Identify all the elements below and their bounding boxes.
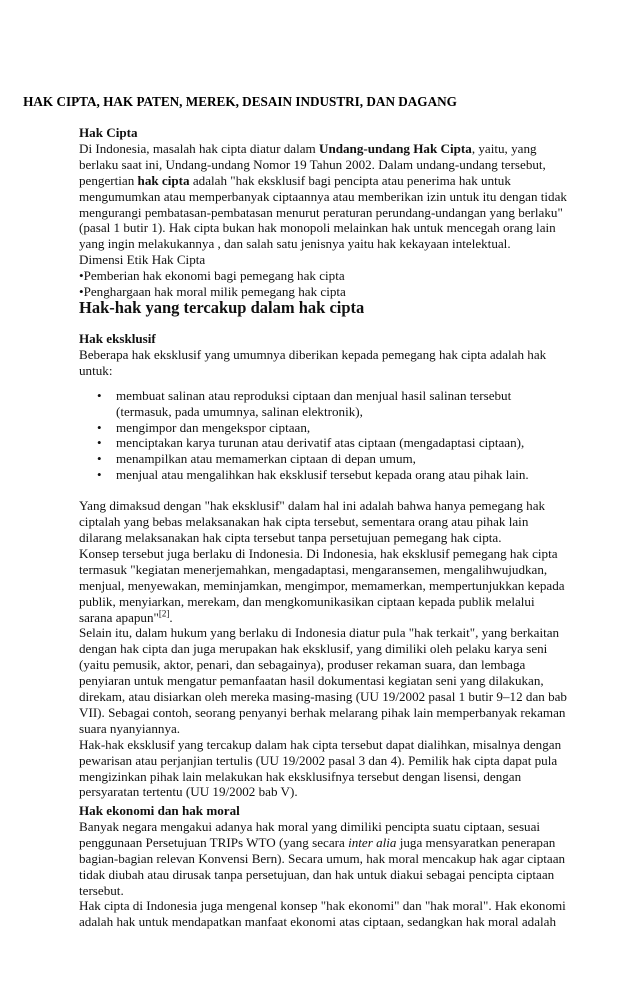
section-hak-cipta bbox=[79, 125, 569, 300]
dimensi-item: •Pemberian hak ekonomi bagi pemegang hak cipta bbox=[79, 268, 345, 284]
exclusive-rights-list bbox=[79, 388, 569, 483]
text-run: juga mensyaratkan penerapan bagian-bagian relevan Konvensi Bern). Secara umum, hak moral mencakup hak agar ciptaan tidak diubah atau dirusak tanpa persetujuan, dan hak untuk diakui sebagai pencipta ciptaan tersebut. bbox=[79, 834, 566, 898]
paragraph-intro: Beberapa hak eksklusif yang umumnya diberikan kepada pemegang hak cipta adalah hak untuk: bbox=[79, 346, 547, 378]
list-item: • mengimpor dan mengekspor ciptaan, bbox=[79, 420, 569, 436]
document-title: HAK CIPTA, HAK PATEN, MEREK, DESAIN INDUSTRI, DAN DAGANG bbox=[23, 94, 457, 109]
paragraph-moral-rights bbox=[79, 819, 569, 899]
paragraph-meaning: Yang dimaksud dengan "hak eksklusif" dalam hal ini adalah bahwa hanya pemegang hak ciptalah yang bebas melaksanakan hak cipta tersebut, sementara orang atau pihak lain dilarang melaksanakan hak cipta tersebut tanpa persetujuan pemegang hak cipta. bbox=[79, 498, 546, 545]
bold-term-uu-hak-cipta: Undang-undang Hak Cipta bbox=[318, 140, 472, 156]
list-item: • membuat salinan atau reproduksi ciptaan dan menjual hasil salinan tersebut (termasuk, pada umumnya, salinan elektronik), bbox=[79, 388, 569, 420]
text-run: Banyak negara mengakui adanya hak moral yang dimiliki pencipta suatu ciptaan, sesuai penggunaan Persetujuan TRIPs WTO (yang secara bbox=[79, 818, 541, 850]
text-run: Di Indonesia, masalah hak cipta diatur dalam bbox=[79, 140, 319, 156]
section-heading-hak-hak: Hak-hak yang tercakup dalam hak cipta bbox=[79, 298, 365, 317]
dimensi-etik-label: Dimensi Etik Hak Cipta bbox=[79, 252, 206, 268]
paragraph-related-rights: Selain itu, dalam hukum yang berlaku di Indonesia diatur pula "hak terkait", yang berkaitan dengan hak cipta dan juga merupakan hak eksklusif, yang dimiliki oleh pelaku karya seni (yaitu pemusik, aktor, penari, dan sebagainya), produser rekaman suara, dan lembaga penyiaran untuk mengatur pemanfaatan hasil dokumentasi kegiatan seni yang dilakukan, direkam, atau disiarkan oleh mereka masing-masing (UU 19/2002 pasal 1 butir 9–12 dan bab VII). Sebagai contoh, seorang penyanyi berhak melarang pihak lain memperbanyak rekaman suara nyanyiannya. bbox=[79, 625, 567, 736]
list-item: • menampilkan atau memamerkan ciptaan di depan umum, bbox=[79, 451, 569, 467]
paragraph-definition bbox=[79, 141, 569, 252]
section-heading-hak-ekonomi-moral: Hak ekonomi dan hak moral bbox=[79, 803, 240, 818]
list-item: • menjual atau mengalihkan hak eksklusif tersebut kepada orang atau pihak lain. bbox=[79, 467, 569, 483]
list-item: • menciptakan karya turunan atau derivatif atas ciptaan (mengadaptasi ciptaan), bbox=[79, 435, 569, 451]
paragraph-transfer: Hak-hak eksklusif yang tercakup dalam hak cipta tersebut dapat dialihkan, misalnya dengan pewarisan atau perjanjian tertulis (UU 19/2002 pasal 3 dan 4). Pemilik hak cipta dapat pula mengizinkan pihak lain melakukan hak eksklusifnya tersebut dengan lisensi, dengan persyaratan tertentu (UU 19/2002 bab V). bbox=[79, 736, 562, 800]
bold-term-hak-cipta: hak cipta bbox=[137, 172, 190, 188]
section-hak-eksklusif bbox=[79, 331, 569, 800]
citation-link[interactable]: [2] bbox=[158, 608, 170, 619]
dimensi-item: •Penghargaan hak moral milik pemegang hak cipta bbox=[79, 284, 346, 300]
text-run: , yaitu, yang berlaku saat ini, Undang-undang Nomor 19 Tahun 2002. Dalam undang-undang tersebut, pengertian bbox=[79, 140, 546, 188]
italic-term-inter-alia: inter alia bbox=[348, 834, 397, 850]
section-hak-ekonomi-moral bbox=[79, 803, 569, 930]
paragraph-concept bbox=[79, 546, 569, 626]
section-heading-hak-eksklusif: Hak eksklusif bbox=[79, 331, 156, 346]
paragraph-economic-moral: Hak cipta di Indonesia juga mengenal konsep "hak ekonomi" dan "hak moral". Hak ekonomi adalah hak untuk mendapatkan manfaat ekonomi atas ciptaan, sedangkan hak moral adalah bbox=[79, 898, 566, 930]
section-heading-hak-cipta: Hak Cipta bbox=[79, 125, 138, 140]
text-run: Konsep tersebut juga berlaku di Indonesia. Di Indonesia, hak eksklusif pemegang hak cipta termasuk "kegiatan menerjemahkan, mengadaptasi, mengaransemen, mengalihwujudkan, menjual, menyewakan, meminjamkan, mengimpor, memamerkan, mempertunjukkan kepada publik, menyiarkan, merekam, dan mengkomunikasikan ciptaan kepada publik melalui sarana apapun" bbox=[79, 545, 565, 625]
text-run: adalah "hak eksklusif bagi pencipta atau penerima hak untuk mengumumkan atau memperbanyak ciptaannya atau memberikan izin untuk itu dengan tidak mengurangi pembatasan-pembatasan menurut peraturan perundang-undangan yang berlaku" (pasal 1 butir 1). Hak cipta bukan hak monopoli melainkan hak untuk mencegah orang lain yang ingin melakukannya , dan salah satu jenisnya yaitu hak kekayaan intelektual. bbox=[79, 172, 567, 252]
text-run: . bbox=[169, 609, 173, 625]
